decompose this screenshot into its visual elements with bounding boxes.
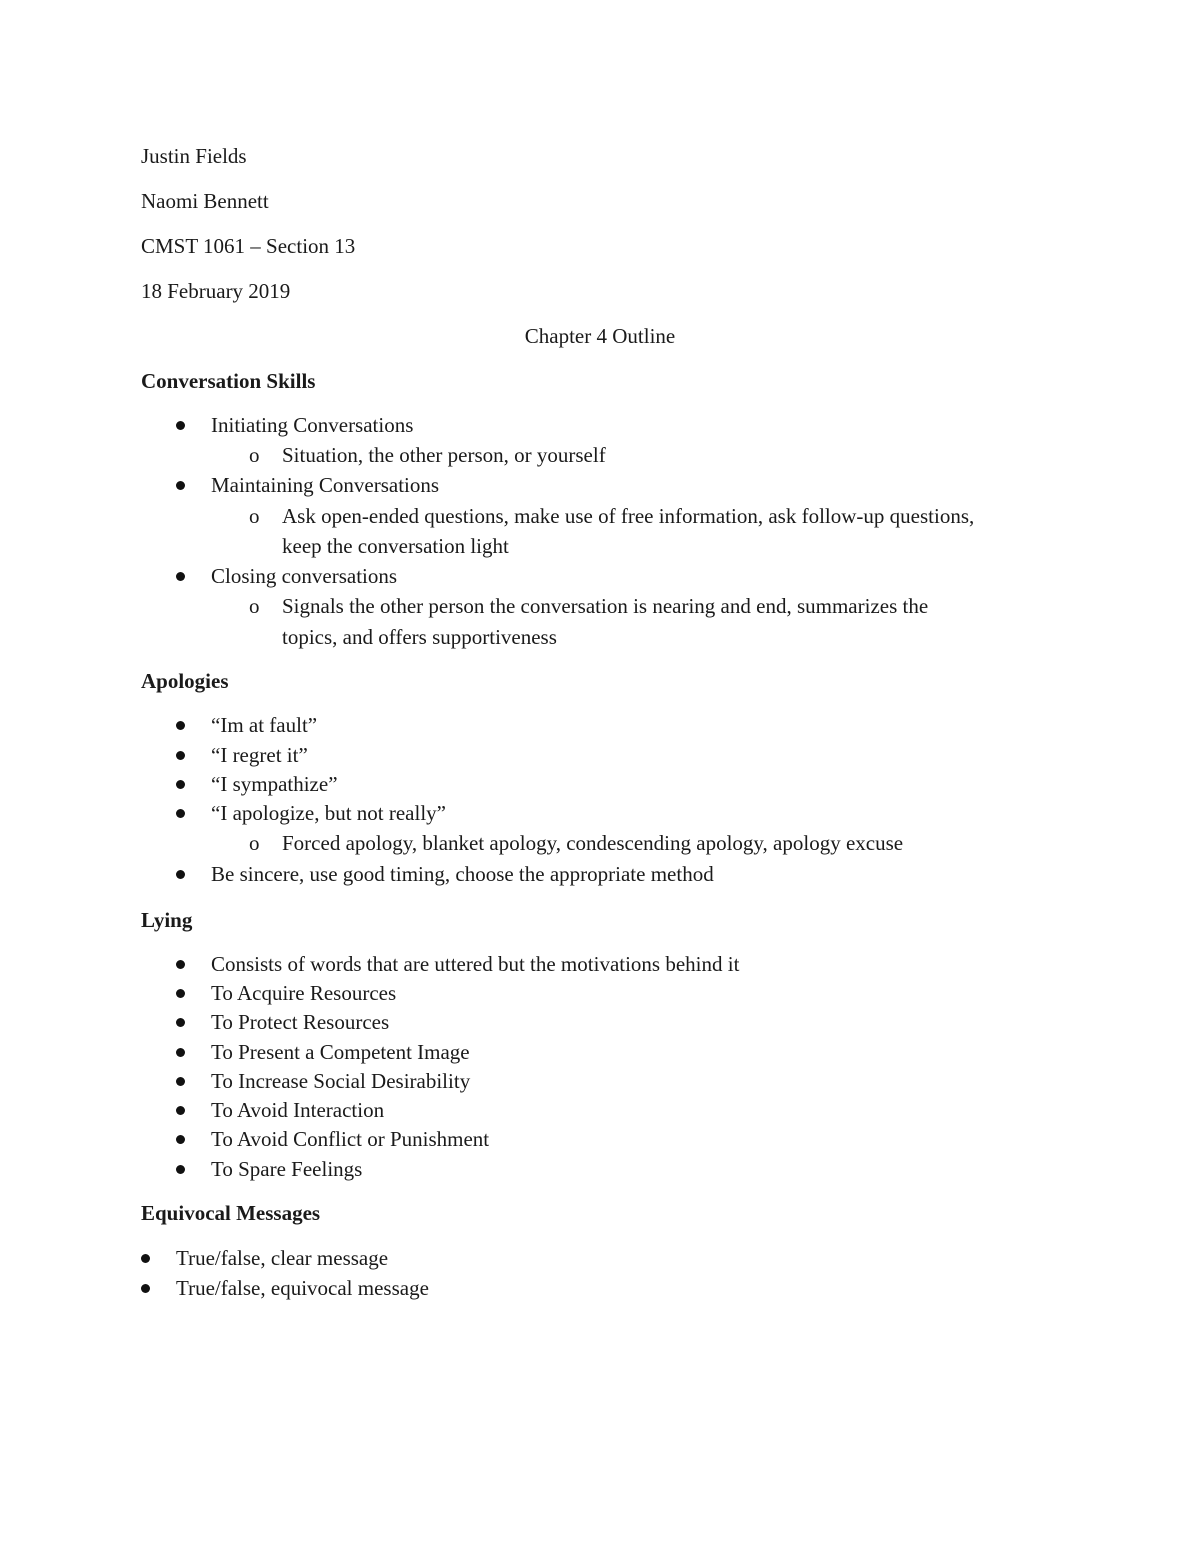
list-item: “Im at fault”: [211, 713, 318, 737]
section-heading-apologies: Apologies: [141, 669, 229, 693]
bullet-icon: [176, 721, 185, 730]
list-item: To Present a Competent Image: [211, 1040, 470, 1064]
section-heading-conversation-skills: Conversation Skills: [141, 369, 316, 393]
list-item: True/false, clear message: [176, 1246, 389, 1270]
bullet-icon: [176, 1165, 185, 1174]
instructor-name: Naomi Bennett: [141, 189, 269, 213]
bullet-icon: [141, 1284, 150, 1293]
list-item: To Avoid Conflict or Punishment: [211, 1127, 490, 1151]
sub-list-item: Situation, the other person, or yourself: [282, 443, 606, 467]
list-item: To Acquire Resources: [211, 981, 397, 1005]
list-item: Maintaining Conversations: [211, 473, 440, 497]
list-item: To Avoid Interaction: [211, 1098, 385, 1122]
bullet-icon: [176, 421, 185, 430]
list-item: “I apologize, but not really”: [211, 801, 446, 825]
bullet-icon: [176, 960, 185, 969]
document-title: Chapter 4 Outline: [524, 324, 676, 348]
sub-bullet-icon: o: [249, 594, 260, 618]
bullet-icon: [176, 870, 185, 879]
bullet-icon: [176, 1135, 185, 1144]
bullet-icon: [176, 1018, 185, 1027]
bullet-icon: [176, 989, 185, 998]
document-date: 18 February 2019: [141, 279, 291, 303]
list-item: Be sincere, use good timing, choose the appropriate method: [211, 862, 714, 886]
list-item: To Increase Social Desirability: [211, 1069, 471, 1093]
section-heading-equivocal-messages: Equivocal Messages: [141, 1201, 321, 1225]
sub-list-item: Signals the other person the conversation is nearing and end, summarizes the: [282, 594, 929, 618]
list-item: “I sympathize”: [211, 772, 338, 796]
bullet-icon: [141, 1254, 150, 1263]
bullet-icon: [176, 780, 185, 789]
list-item: “I regret it”: [211, 743, 308, 767]
sub-list-item-continued: topics, and offers supportiveness: [282, 625, 557, 649]
bullet-icon: [176, 1048, 185, 1057]
bullet-icon: [176, 481, 185, 490]
bullet-icon: [176, 751, 185, 760]
sub-bullet-icon: o: [249, 443, 260, 467]
bullet-icon: [176, 1077, 185, 1086]
sub-bullet-icon: o: [249, 831, 260, 855]
bullet-icon: [176, 809, 185, 818]
sub-list-item: Ask open-ended questions, make use of free information, ask follow-up questions,: [282, 504, 975, 528]
list-item: True/false, equivocal message: [176, 1276, 429, 1300]
course-section: CMST 1061 – Section 13: [141, 234, 356, 258]
section-heading-lying: Lying: [141, 908, 193, 932]
student-name: Justin Fields: [141, 144, 247, 168]
list-item: Initiating Conversations: [211, 413, 414, 437]
list-item: Consists of words that are uttered but the motivations behind it: [211, 952, 740, 976]
sub-list-item: Forced apology, blanket apology, condescending apology, apology excuse: [282, 831, 904, 855]
list-item: To Protect Resources: [211, 1010, 390, 1034]
bullet-icon: [176, 1106, 185, 1115]
sub-bullet-icon: o: [249, 504, 260, 528]
list-item: Closing conversations: [211, 564, 398, 588]
sub-list-item-continued: keep the conversation light: [282, 534, 509, 558]
list-item: To Spare Feelings: [211, 1157, 363, 1181]
bullet-icon: [176, 572, 185, 581]
